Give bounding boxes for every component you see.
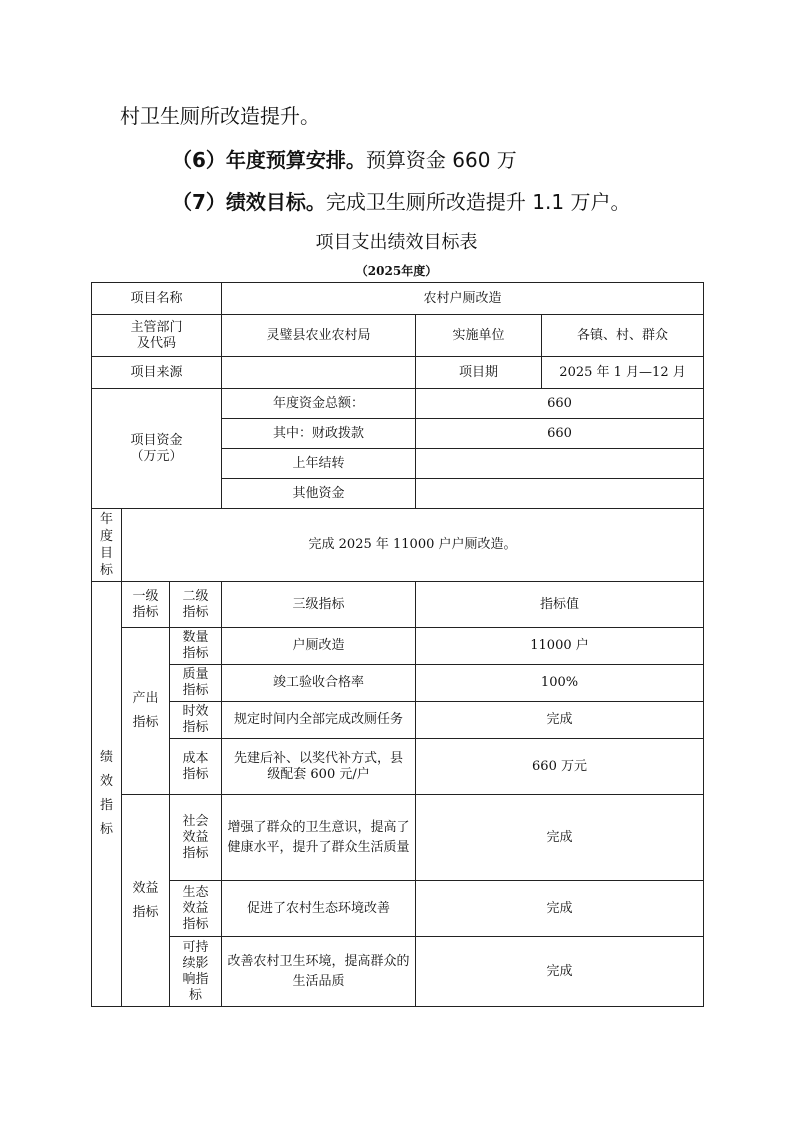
level2-cell: 可持续影响指标 [170, 937, 222, 1007]
impl-label: 实施单位 [416, 315, 542, 357]
funds-row-value: 660 [416, 419, 704, 449]
level2-cell: 数量指标 [170, 628, 222, 665]
level3-cell: 增强了群众的卫生意识，提高了健康水平，提升了群众生活质量 [222, 795, 416, 881]
funds-label-line2: （万元） [130, 448, 183, 464]
dept-label: 主管部门及代码 [92, 315, 222, 357]
level2-cell: 成本指标 [170, 739, 222, 795]
value-cell: 完成 [416, 881, 704, 937]
funds-row-label: 年度资金总额： [222, 389, 416, 419]
value-cell: 11000 户 [416, 628, 704, 665]
funds-row-label: 上年结转 [222, 449, 416, 479]
output-label: 产出指标 [122, 628, 170, 795]
dept-value: 灵璧县农业农村局 [222, 315, 416, 357]
source-label: 项目来源 [92, 357, 222, 389]
value-cell: 100% [416, 665, 704, 702]
level3-cell: 促进了农村生态环境改善 [222, 881, 416, 937]
value-cell: 660 万元 [416, 739, 704, 795]
table-row [92, 628, 704, 665]
annual-goal-text: 完成 2025 年 11000 户户厕改造。 [122, 509, 704, 582]
intro-line-1: 村卫生厕所改造提升。 [120, 104, 320, 128]
table-row [92, 389, 704, 419]
table-title: 项目支出绩效目标表 [315, 232, 478, 253]
level3-cell: 规定时间内全部完成改厕任务 [222, 702, 416, 739]
table-row [92, 315, 704, 357]
level3-cell: 竣工验收合格率 [222, 665, 416, 702]
level2-cell: 生态效益指标 [170, 881, 222, 937]
table-row [92, 665, 704, 702]
benefit-label: 效益指标 [122, 795, 170, 1007]
source-value [222, 357, 416, 389]
table-row [92, 283, 704, 315]
header-level3: 三级指标 [222, 582, 416, 628]
level2-cell: 时效指标 [170, 702, 222, 739]
impl-value: 各镇、村、群众 [542, 315, 704, 357]
funds-row-value [416, 449, 704, 479]
value-cell: 完成 [416, 937, 704, 1007]
indicators-side-label: 绩效指标 [92, 582, 122, 1007]
level3-cell: 改善农村卫生环境，提高群众的生活品质 [222, 937, 416, 1007]
intro-item-6 [172, 146, 517, 174]
header-level2: 二级指标 [170, 582, 222, 628]
table-subtitle: （2025年度） [355, 264, 438, 278]
funds-row-value: 660 [416, 389, 704, 419]
level2-cell: 质量指标 [170, 665, 222, 702]
table-row [92, 739, 704, 795]
table-row [92, 795, 704, 881]
funds-label [92, 389, 222, 509]
item6-heading: （6）年度预算安排。 [172, 148, 366, 172]
project-name: 农村户厕改造 [222, 283, 704, 315]
performance-table [91, 282, 704, 1007]
header-level1: 一级指标 [122, 582, 170, 628]
project-name-label: 项目名称 [92, 283, 222, 315]
level3-cell: 户厕改造 [222, 628, 416, 665]
funds-row-label: 其中：财政拨款 [222, 419, 416, 449]
table-row [92, 582, 704, 628]
item6-body: 预算资金 660 万 [365, 148, 517, 172]
level3-cell: 先建后补、以奖代补方式，县级配套 600 元/户 [222, 739, 416, 795]
period-value: 2025 年 1 月—12 月 [542, 357, 704, 389]
value-cell: 完成 [416, 795, 704, 881]
item7-heading: （7）绩效目标。 [172, 190, 326, 214]
funds-row-label: 其他资金 [222, 479, 416, 509]
table-row [92, 509, 704, 582]
table-row [92, 881, 704, 937]
header-value: 指标值 [416, 582, 704, 628]
item7-body: 完成卫生厕所改造提升 1.1 万户。 [325, 190, 631, 214]
table-row [92, 702, 704, 739]
period-label: 项目期 [416, 357, 542, 389]
funds-row-value [416, 479, 704, 509]
table-row [92, 937, 704, 1007]
intro-item-7 [172, 188, 630, 216]
value-cell: 完成 [416, 702, 704, 739]
funds-label-line1: 项目资金 [130, 432, 183, 448]
table-row [92, 357, 704, 389]
annual-goal-label: 年度目标 [92, 509, 122, 582]
level2-cell: 社会效益指标 [170, 795, 222, 881]
